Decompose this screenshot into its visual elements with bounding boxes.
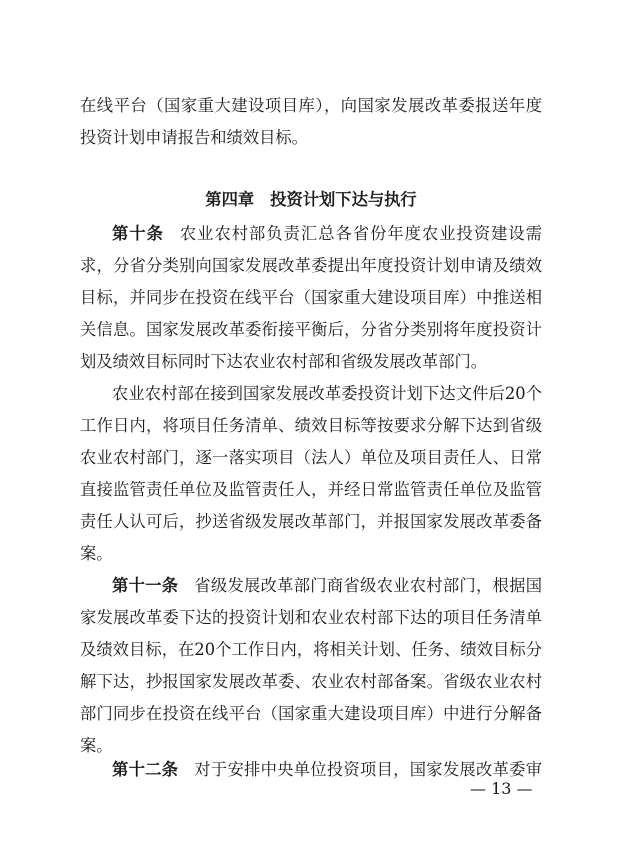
- article-11-text-1: 省级发展改革部门商省级农业农村部门，根据国: [194, 576, 542, 595]
- article-10-line-2: 求，分省分类别向国家发展改革委提出年度投资计划申请及绩效: [80, 256, 542, 275]
- paragraph-2-line-6: 案。: [80, 544, 113, 563]
- article-11-label: 第十一条: [112, 576, 179, 595]
- paragraph-2-line-2: 工作日内，将项目任务清单、绩效目标等按要求分解下达到省级: [80, 416, 542, 435]
- article-10-line-5: 划及绩效目标同时下达农业农村部和省级发展改革部门。: [80, 352, 488, 371]
- paragraph-2-line-5: 责任人认可后，抄送省级发展改革部门，并报国家发展改革委备: [80, 512, 542, 531]
- chapter-heading: [0, 190, 622, 210]
- article-12-label: 第十二条: [112, 760, 179, 779]
- page-number: — 13 —: [470, 779, 533, 798]
- chapter-number: 第四章: [205, 190, 255, 209]
- paragraph-2-line-3: 农业农村部门，逐一落实项目（法人）单位及项目责任人、日常: [80, 448, 542, 467]
- article-11-line-1: [112, 576, 542, 596]
- article-10-label: 第十条: [112, 224, 164, 243]
- article-10-text-1: 农业农村部负责汇总各省份年度农业投资建设需: [179, 224, 542, 243]
- paragraph-2-line-4: 直接监管责任单位及监管责任人，并经日常监管责任单位及监管: [80, 480, 542, 499]
- article-11-line-5: 部门同步在投资在线平台（国家重大建设项目库）中进行分解备: [80, 704, 542, 723]
- chapter-title: 投资计划下达与执行: [270, 190, 417, 209]
- article-10-line-3: 目标，并同步在投资在线平台（国家重大建设项目库）中推送相: [80, 288, 542, 307]
- article-11-line-3: 及绩效目标，在20个工作日内，将相关计划、任务、绩效目标分: [80, 640, 542, 659]
- intro-line-2: 投资计划申请报告和绩效目标。: [80, 128, 308, 147]
- intro-line-1: 在线平台（国家重大建设项目库），向国家发展改革委报送年度: [80, 96, 542, 115]
- paragraph-2-line-1: 农业农村部在接到国家发展改革委投资计划下达文件后20个: [112, 384, 542, 403]
- article-12-line-1: [112, 760, 542, 780]
- article-10-line-1: [112, 224, 542, 244]
- article-11-line-4: 解下达，抄报国家发展改革委、农业农村部备案。省级农业农村: [80, 672, 542, 691]
- article-10-line-4: 关信息。国家发展改革委衔接平衡后，分省分类别将年度投资计: [80, 320, 542, 339]
- article-11-line-2: 家发展改革委下达的投资计划和农业农村部下达的项目任务清单: [80, 608, 542, 627]
- article-11-line-6: 案。: [80, 736, 113, 755]
- article-12-text-1: 对于安排中央单位投资项目，国家发展改革委审: [194, 760, 542, 779]
